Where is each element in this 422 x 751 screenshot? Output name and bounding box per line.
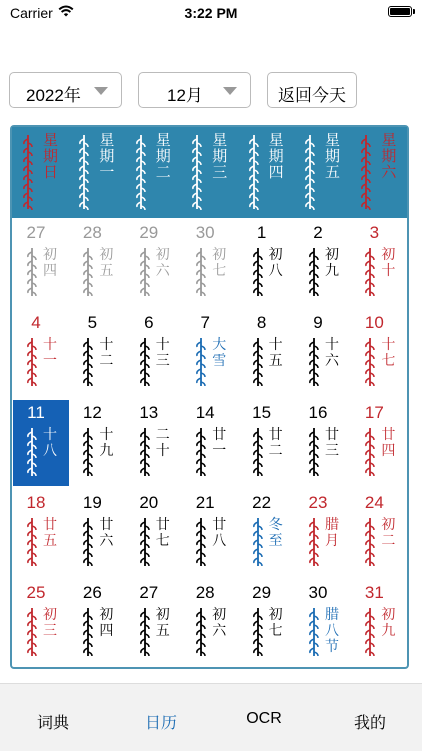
lunar-date-label: 初九 (325, 246, 339, 278)
mongolian-day-text (138, 336, 152, 388)
day-cell[interactable] (182, 490, 238, 576)
day-number: 19 (82, 493, 102, 512)
day-cell[interactable] (13, 490, 69, 576)
chevron-down-icon (223, 87, 237, 95)
mongolian-day-text (138, 246, 152, 298)
day-number: 31 (364, 583, 384, 602)
mongolian-weekday-text (77, 133, 93, 211)
day-cell[interactable] (13, 580, 69, 666)
day-number: 27 (139, 583, 159, 602)
day-cell[interactable] (13, 310, 69, 396)
day-number: 9 (313, 313, 323, 332)
tab-dictionary[interactable]: 词典 (36, 715, 69, 732)
day-number: 8 (256, 313, 267, 332)
day-cell[interactable] (69, 220, 125, 306)
day-cell[interactable] (182, 220, 238, 306)
weekday-header-1 (69, 127, 125, 218)
day-number: 6 (144, 313, 154, 332)
day-number: 10 (364, 313, 384, 332)
chevron-down-icon (94, 87, 108, 95)
lunar-date-label: 十九 (99, 426, 114, 458)
day-cell[interactable] (295, 310, 351, 396)
mongolian-day-text (307, 246, 321, 298)
day-cell[interactable] (295, 490, 351, 576)
lunar-date-label: 十七 (381, 336, 396, 368)
mongolian-day-text (81, 606, 95, 658)
weekday-header-5 (295, 127, 351, 218)
day-number: 16 (308, 403, 328, 422)
day-cell[interactable] (182, 580, 238, 666)
weekday-label: 星期三 (212, 132, 228, 181)
mongolian-day-text (307, 336, 321, 388)
mongolian-day-text (25, 606, 39, 658)
day-number: 28 (195, 583, 215, 602)
mongolian-day-text (363, 516, 377, 568)
mongolian-day-text (251, 606, 265, 658)
mongolian-day-text (81, 516, 95, 568)
lunar-date-label: 十五 (268, 336, 283, 368)
day-number: 18 (26, 493, 46, 512)
month-value: 12月 (167, 86, 203, 105)
day-cell[interactable] (69, 580, 125, 666)
day-number: 2 (313, 223, 323, 242)
mongolian-day-text (251, 516, 265, 568)
day-cell[interactable] (239, 400, 295, 486)
mongolian-day-text (81, 246, 95, 298)
day-cell[interactable] (351, 220, 407, 306)
day-cell[interactable] (126, 580, 182, 666)
day-number: 7 (200, 313, 210, 332)
day-number: 4 (31, 313, 41, 332)
lunar-date-label: 初六 (155, 246, 170, 278)
lunar-date-label: 十八 (43, 426, 57, 458)
lunar-date-label: 廿三 (325, 426, 339, 458)
day-cell[interactable] (351, 580, 407, 666)
day-cell[interactable] (126, 220, 182, 306)
mongolian-day-text (194, 606, 208, 658)
weekday-header (12, 127, 407, 218)
lunar-date-label: 大雪 (212, 336, 227, 368)
day-number: 3 (369, 223, 380, 242)
lunar-date-label: 廿五 (43, 516, 57, 548)
tab-calendar[interactable]: 日历 (144, 715, 177, 732)
day-cell[interactable] (69, 400, 125, 486)
day-cell[interactable] (295, 400, 351, 486)
tab-mine[interactable]: 我的 (353, 715, 386, 732)
lunar-date-label: 廿四 (381, 426, 396, 458)
mongolian-day-text (194, 516, 208, 568)
day-number: 14 (195, 403, 215, 422)
battery-icon (388, 6, 412, 17)
mongolian-day-text (251, 336, 265, 388)
weekday-header-0 (13, 127, 69, 218)
weekday-header-6 (351, 127, 407, 218)
lunar-date-label: 廿八 (212, 516, 227, 548)
day-number: 28 (82, 223, 102, 242)
day-cell[interactable] (239, 310, 295, 396)
lunar-date-label: 初五 (155, 606, 170, 638)
lunar-date-label: 廿七 (155, 516, 170, 548)
mongolian-day-text (363, 336, 377, 388)
day-number: 22 (252, 493, 272, 512)
day-number: 12 (82, 403, 102, 422)
mongolian-day-text (251, 246, 265, 298)
day-cell[interactable] (69, 310, 125, 396)
lunar-date-label: 初七 (268, 606, 283, 638)
lunar-date-label: 初八 (268, 246, 283, 278)
day-cell[interactable] (126, 400, 182, 486)
weekday-label: 星期日 (43, 132, 59, 181)
day-number: 30 (195, 223, 215, 242)
day-number: 29 (139, 223, 159, 242)
lunar-date-label: 腊月 (325, 516, 339, 548)
lunar-date-label: 廿一 (212, 426, 227, 458)
day-number: 30 (308, 583, 328, 602)
lunar-date-label: 十三 (155, 336, 170, 368)
lunar-date-label: 初五 (99, 246, 114, 278)
day-cell[interactable] (351, 490, 407, 576)
lunar-date-label: 初九 (381, 606, 396, 638)
day-cell-selected[interactable] (13, 400, 69, 486)
tab-ocr[interactable]: OCR (246, 710, 282, 727)
mongolian-day-text (307, 606, 321, 658)
month-picker[interactable] (138, 72, 251, 108)
day-number: 23 (308, 493, 328, 512)
weekday-label: 星期六 (381, 132, 397, 181)
mongolian-weekday-text (190, 133, 206, 211)
weekday-header-4 (239, 127, 295, 218)
day-number: 13 (139, 403, 159, 422)
mongolian-day-text (138, 426, 152, 478)
day-number: 24 (364, 493, 384, 512)
lunar-date-label: 初三 (43, 606, 57, 638)
mongolian-day-text (307, 516, 321, 568)
lunar-date-label: 廿二 (268, 426, 283, 458)
weekday-header-2 (126, 127, 182, 218)
mongolian-weekday-text (247, 133, 263, 211)
mongolian-day-text (25, 336, 39, 388)
day-cell[interactable] (126, 490, 182, 576)
day-cell[interactable] (182, 310, 238, 396)
back-to-today-button[interactable] (267, 72, 357, 108)
day-number: 25 (26, 583, 46, 602)
mongolian-day-text (363, 426, 377, 478)
day-cell[interactable] (239, 580, 295, 666)
day-number: 5 (87, 313, 98, 332)
day-cell[interactable] (295, 220, 351, 306)
lunar-date-label: 十二 (99, 336, 114, 368)
day-number: 29 (252, 583, 272, 602)
lunar-date-label: 初四 (43, 246, 57, 278)
year-value: 2022年 (26, 86, 81, 105)
lunar-date-label: 初二 (381, 516, 396, 548)
day-cell[interactable] (351, 310, 407, 396)
lunar-date-label: 冬至 (268, 516, 283, 548)
day-number: 26 (82, 583, 102, 602)
mongolian-day-text (81, 426, 95, 478)
day-number: 17 (364, 403, 384, 422)
mongolian-day-text (251, 426, 265, 478)
day-number: 11 (27, 403, 45, 422)
day-number: 27 (26, 223, 46, 242)
carrier-label: Carrier (10, 5, 53, 21)
mongolian-day-text (363, 606, 377, 658)
day-cell[interactable] (182, 400, 238, 486)
day-cell[interactable] (239, 220, 295, 306)
lunar-date-label: 初六 (212, 606, 227, 638)
day-cell[interactable] (69, 490, 125, 576)
lunar-date-label: 二十 (155, 426, 170, 458)
weekday-label: 星期一 (99, 132, 115, 181)
mongolian-day-text (363, 246, 377, 298)
mongolian-day-text (194, 336, 208, 388)
mongolian-day-text (307, 426, 321, 478)
lunar-date-label: 初七 (212, 246, 227, 278)
day-number: 15 (252, 403, 272, 422)
weekday-label: 星期二 (155, 132, 171, 181)
day-number: 21 (195, 493, 215, 512)
lunar-date-label: 初十 (381, 246, 396, 278)
lunar-date-label: 廿六 (99, 516, 114, 548)
mongolian-weekday-text (134, 133, 150, 211)
mongolian-weekday-text (21, 133, 37, 211)
clock: 3:22 PM (184, 5, 238, 21)
mongolian-day-text (138, 606, 152, 658)
mongolian-day-text (25, 426, 39, 478)
mongolian-day-text (138, 516, 152, 568)
mongolian-day-text (194, 246, 208, 298)
mongolian-day-text (25, 516, 39, 568)
day-cell[interactable] (239, 490, 295, 576)
day-cell[interactable] (351, 400, 407, 486)
lunar-date-label: 十六 (325, 336, 339, 368)
weekday-header-3 (182, 127, 238, 218)
lunar-date-label: 十一 (43, 336, 57, 368)
back-to-today-label: 返回今天 (278, 86, 346, 105)
day-number: 20 (139, 493, 159, 512)
mongolian-day-text (81, 336, 95, 388)
status-bar (0, 0, 422, 26)
day-cell[interactable] (126, 310, 182, 396)
mongolian-day-text (194, 426, 208, 478)
lunar-date-label: 腊八节 (325, 606, 339, 654)
lunar-date-label: 初四 (99, 606, 114, 638)
tab-bar (0, 683, 422, 751)
mongolian-weekday-text (359, 133, 375, 211)
day-cell[interactable] (295, 580, 351, 666)
mongolian-day-text (25, 246, 39, 298)
day-cell[interactable] (13, 220, 69, 306)
weekday-label: 星期五 (325, 132, 341, 181)
calendar-grid (10, 125, 409, 669)
day-number: 1 (256, 223, 267, 242)
mongolian-weekday-text (303, 133, 319, 211)
year-picker[interactable] (9, 72, 122, 108)
weekday-label: 星期四 (268, 132, 284, 181)
